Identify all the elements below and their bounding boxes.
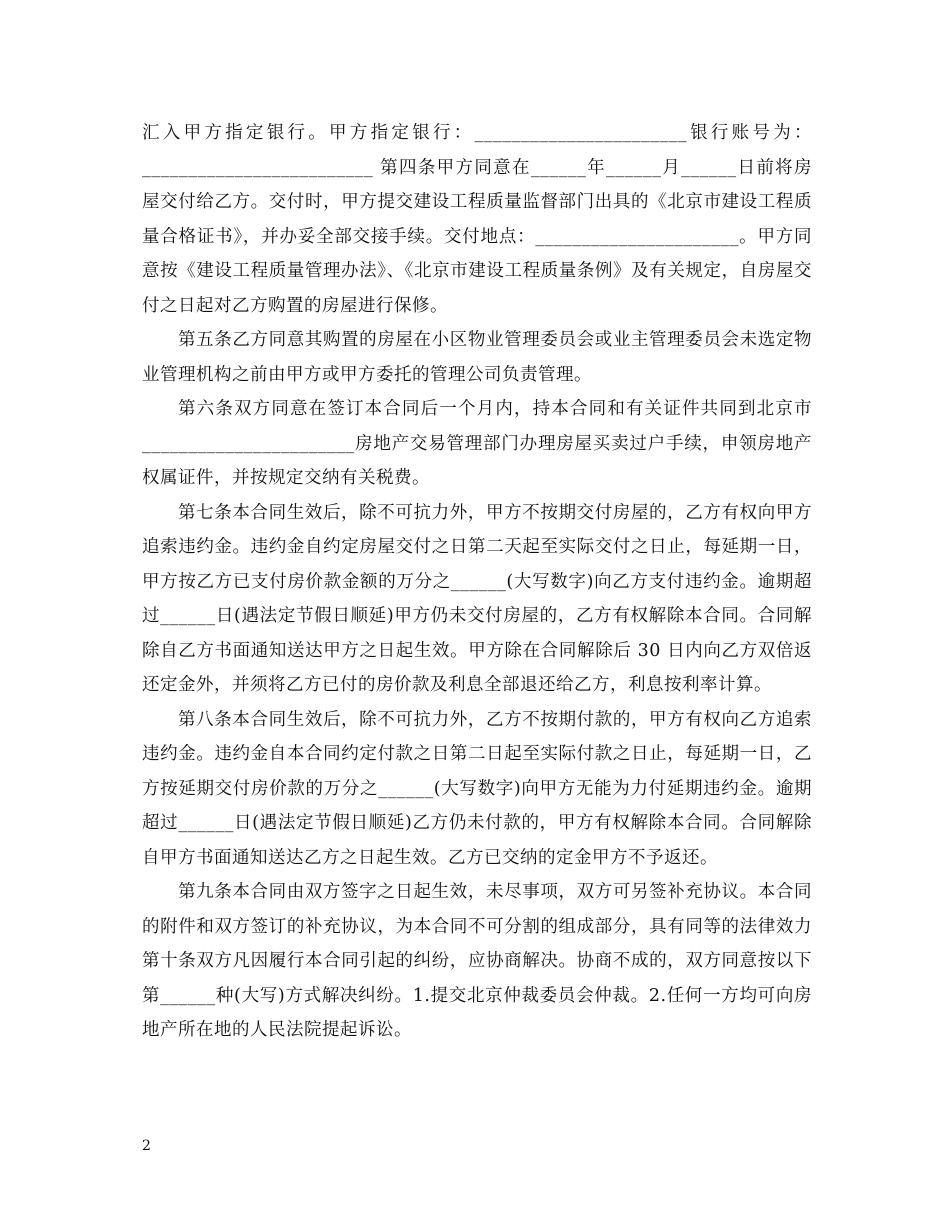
page-number: 2 — [142, 1138, 151, 1154]
paragraph-article-9-10: 第九条本合同由双方签字之日起生效，未尽事项，双方可另签补充协议。本合同的附件和双方签订的补充协议，为本合同不可分割的组成部分，具有同等的法律效力第十条双方凡因履行本合同引起的纠纷，应协商解决。协商不成的，双方同意按以下第______种(大写)方式解决纠纷。1.提交北京仲裁委员会仲裁。2.任何一方均可向房地产所在地的人民法院提起诉讼。 — [142, 882, 812, 1040]
paragraph-article-4: 汇入甲方指定银行。甲方指定银行：_______________________银行账号为：_________________________ 第四条甲方同意在______年______月______日前将房屋交付给乙方。交付时，甲方提交建设工程质量监督部门出具的《北京市建设工程质量合格证书》，并办妥全部交接手续。交付地点：______________________。甲方同意按《建设工程质量管理办法》、《北京市建设工程质量条例》及有关规定，自房屋交付之日起对乙方购置的房屋进行保修。 — [142, 123, 812, 316]
paragraph-article-7: 第七条本合同生效后，除不可抗力外，甲方不按期交付房屋的，乙方有权向甲方追索违约金。违约金自约定房屋交付之日第二天起至实际交付之日止，每延期一日，甲方按乙方已支付房价款金额的万分之______(大写数字)向乙方支付违约金。逾期超过______日(遇法定节假日顺延)甲方仍未交付房屋的，乙方有权解除本合同。合同解除自乙方书面通知送达甲方之日起生效。甲方除在合同解除后 30 日内向乙方双倍返还定金外，并须将乙方已付的房价款及利息全部退还给乙方，利息按利率计算。 — [142, 502, 812, 695]
paragraph-article-6: 第六条双方同意在签订本合同后一个月内，持本合同和有关证件共同到北京市_______________________房地产交易管理部门办理房屋买卖过户手续，申领房地产权属证件，并按规定交纳有关税费。 — [142, 399, 812, 488]
document-body — [142, 116, 812, 1048]
paragraph-article-8: 第八条本合同生效后，除不可抗力外，乙方不按期付款的，甲方有权向乙方追索违约金。违约金自本合同约定付款之日第二日起至实际付款之日止，每延期一日，乙方按延期交付房价款的万分之______(大写数字)向甲方无能为力付延期违约金。逾期超过______日(遇法定节假日顺延)乙方仍未付款的，甲方有权解除本合同。合同解除自甲方书面通知送达乙方之日起生效。乙方已交纳的定金甲方不予返还。 — [142, 709, 812, 868]
paragraph-article-5: 第五条乙方同意其购置的房屋在小区物业管理委员会或业主管理委员会未选定物业管理机构之前由甲方或甲方委托的管理公司负责管理。 — [142, 330, 812, 385]
